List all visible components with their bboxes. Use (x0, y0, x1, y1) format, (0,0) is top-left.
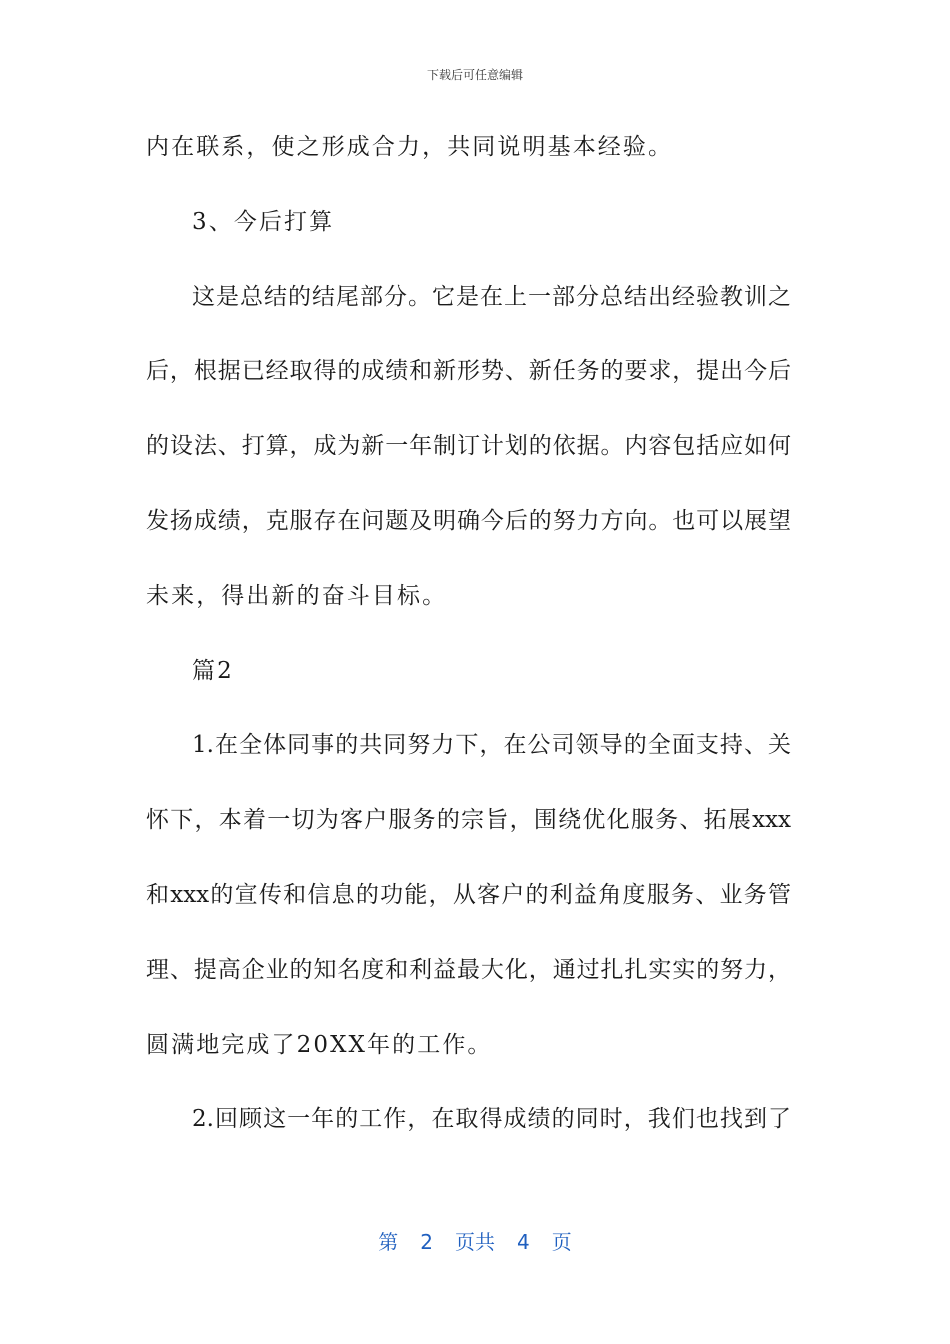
section-heading: 篇2 (192, 657, 234, 684)
text-line-11: 和xxx的宣传和信息的功能，从客户的利益角度服务、业务管 (146, 881, 791, 908)
text-line-5: 的设法、打算，成为新一年制订计划的依据。内容包括应如何 (146, 433, 791, 460)
text-line-2: 3、今后打算 (192, 208, 335, 235)
document-body (146, 124, 791, 1171)
page-footer (0, 1226, 950, 1255)
text-line-12: 理、提高企业的知名度和利益最大化，通过扎扎实实的努力， (146, 956, 791, 983)
text-line-1: 内在联系，使之形成合力，共同说明基本经验。 (146, 134, 674, 160)
footer-di: 第 (378, 1230, 399, 1254)
page-header: 下载后可任意编辑 (426, 68, 523, 82)
total-page-number: 4 (517, 1230, 530, 1254)
footer-ye: 页 (551, 1230, 572, 1254)
text-line-10: 怀下，本着一切为客户服务的宗旨，围绕优化服务、拓展xxx (146, 807, 791, 834)
text-line-6: 发扬成绩，克服存在问题及明确今后的努力方向。也可以展望 (146, 507, 791, 534)
text-line-13: 圆满地完成了20XX年的工作。 (146, 1031, 493, 1058)
text-line-14: 2.回顾这一年的工作，在取得成绩的同时，我们也找到了 (192, 1106, 791, 1133)
text-line-9: 1.在全体同事的共同努力下，在公司领导的全面支持、关 (192, 732, 791, 759)
current-page-number: 2 (420, 1230, 433, 1254)
footer-ye-gong: 页共 (455, 1230, 495, 1254)
text-line-7: 未来，得出新的奋斗目标。 (146, 582, 448, 609)
text-line-3: 这是总结的结尾部分。它是在上一部分总结出经验教训之 (192, 283, 791, 310)
text-line-4: 后，根据已经取得的成绩和新形势、新任务的要求，提出今后 (146, 358, 791, 385)
